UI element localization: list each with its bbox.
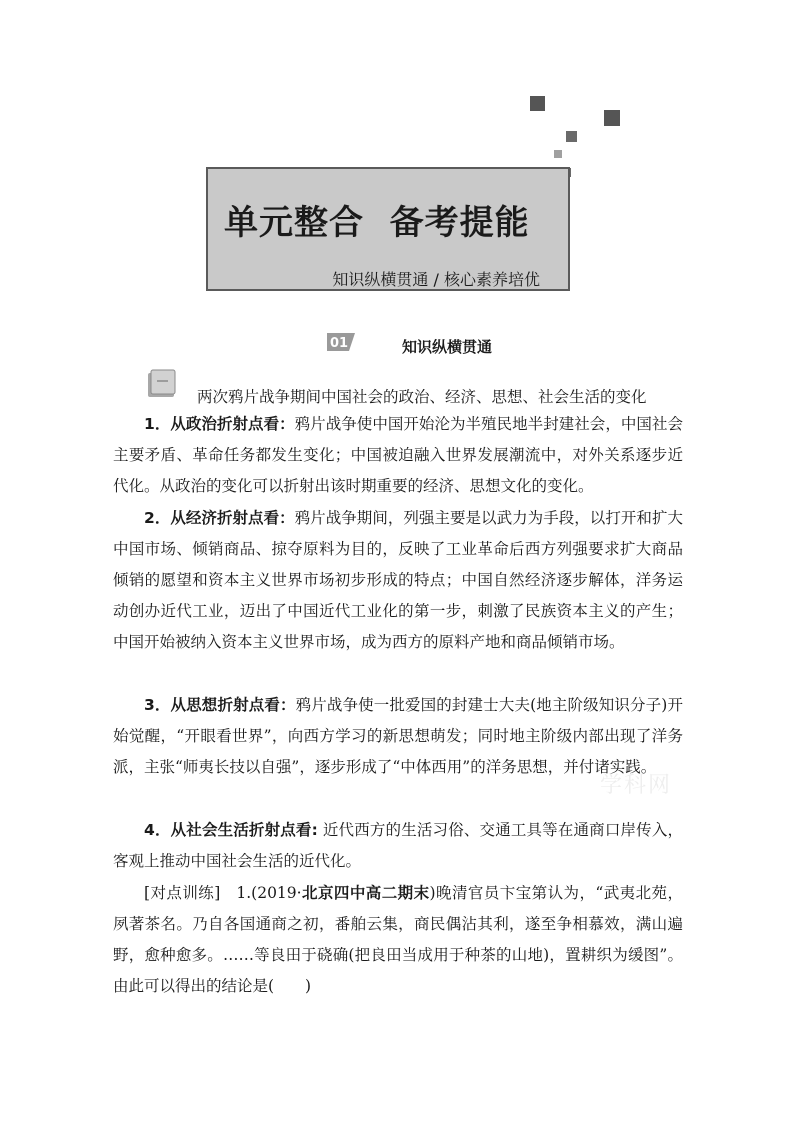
- topic-book-icon: [146, 369, 178, 399]
- unit-banner: [206, 167, 570, 291]
- paragraph-economy: [113, 503, 683, 658]
- paragraph-text: 鸦片战争使中国开始沦为半殖民地半封建社会，中国社会主要矛盾、革命任务都发生变化；中国被迫融入世界发展潮流中，对外关系逐步近代化。从政治的变化可以折射出该时期重要的经济、思想文化的变化。: [113, 415, 683, 495]
- exercise-number: 1.(2019·: [236, 884, 302, 902]
- banner-title: 单元整合 备考提能: [224, 203, 530, 243]
- paragraph-lead: 2．从经济折射点看：: [144, 509, 295, 527]
- paragraph-text: 鸦片战争期间，列强主要是以武力为手段，以打开和扩大中国市场、倾销商品、掠夺原料为目的，反映了工业革命后西方列强要求扩大商品倾销的愿望和资本主义世界市场初步形成的特点；中国自然经济逐步解体，洋务运动创办近代工业，迈出了中国近代工业化的第一步，刺激了民族资本主义的产生；中国开始被纳入资本主义世界市场，成为西方的原料产地和商品倾销市场。: [113, 509, 683, 651]
- paragraph-lead: 4．从社会生活折射点看:: [144, 821, 318, 839]
- exercise-question: [113, 878, 683, 1002]
- paragraph-thought: [113, 690, 683, 783]
- decor-square: [566, 131, 577, 142]
- topic-title: 两次鸦片战争期间中国社会的政治、经济、思想、社会生活的变化: [197, 388, 647, 406]
- exercise-text: )晚清官员卞宝第认为，“武夷北苑，夙著茶名。乃自各国通商之初，番舶云集，商民偶沾其利，遂至争相慕效，满山遍野，愈种愈多。……等良田于硗确(把良田当成用于种茶的山地)，置耕织为缓图”。由此可以得出的结论是( ): [113, 884, 683, 995]
- section-number: 01: [330, 336, 349, 351]
- paragraph-social-life: [113, 815, 683, 877]
- decor-square: [604, 110, 620, 126]
- paragraph-lead: 3．从思想折射点看：: [144, 696, 296, 714]
- decor-square: [530, 96, 545, 111]
- paragraph-text: 鸦片战争使一批爱国的封建士大夫(地主阶级知识分子)开始觉醒，“开眼看世界”，向西方学习的新思想萌发；同时地主阶级内部出现了洋务派，主张“师夷长技以自强”，逐步形成了“中体西用”的洋务思想，并付诸实践。: [113, 696, 683, 776]
- banner-subtitle: 知识纵横贯通 / 核心素养培优: [332, 270, 540, 289]
- exercise-tag: [对点训练]: [144, 884, 221, 902]
- paragraph-lead: 1．从政治折射点看：: [144, 415, 295, 433]
- exercise-source: 北京四中高二期末: [301, 884, 430, 902]
- paragraph-text: 近代西方的生活习俗、交通工具等在通商口岸传入，客观上推动中国社会生活的近代化。: [113, 821, 683, 870]
- decor-square: [554, 150, 562, 158]
- section-title: 知识纵横贯通: [402, 338, 493, 356]
- paragraph-politics: [113, 409, 683, 502]
- section-number-badge: [327, 333, 355, 351]
- watermark: 学科网: [600, 773, 673, 798]
